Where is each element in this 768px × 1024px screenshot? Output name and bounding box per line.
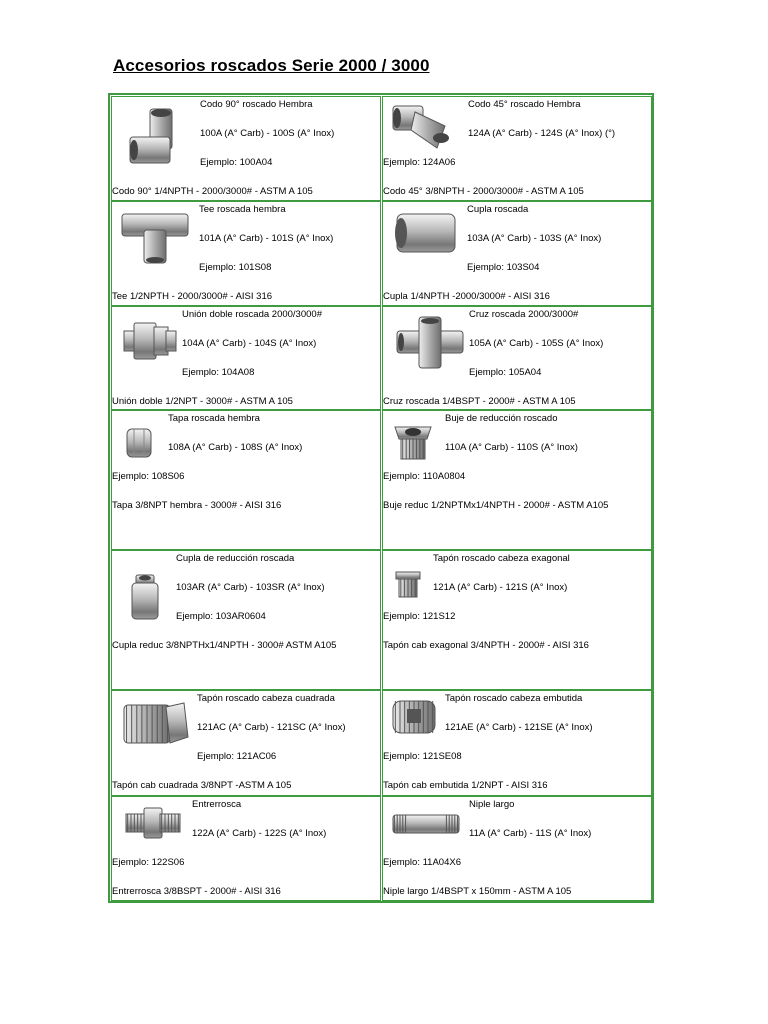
fitting-codes: 110A (A° Carb) - 110S (A° Inox) <box>445 442 578 453</box>
fitting-name: Tee roscada hembra <box>199 204 286 215</box>
fitting-codes: 121AC (A° Carb) - 121SC (A° Inox) <box>197 722 346 733</box>
fitting-name: Tapón roscado cabeza embutida <box>445 693 583 704</box>
fitting-codes: 121A (A° Carb) - 121S (A° Inox) <box>433 582 568 593</box>
fitting-example: Ejemplo: 105A04 <box>469 367 542 378</box>
fitting-codes: 104A (A° Carb) - 104S (A° Inox) <box>182 338 317 349</box>
fitting-description: Tee 1/2NPTH - 2000/3000# - AISI 316 <box>112 291 273 302</box>
fitting-name: Buje de reducción roscado <box>445 413 558 424</box>
fitting-description: Cruz roscada 1/4BSPT - 2000# - ASTM A 105 <box>383 396 576 407</box>
fitting-cell <box>382 550 652 690</box>
fitting-example: Ejemplo: 122S06 <box>112 857 185 868</box>
bushing-fitting-icon <box>391 423 435 463</box>
fitting-description: Tapón cab cuadrada 3/8NPT -ASTM A 105 <box>112 780 292 791</box>
fitting-example: Ejemplo: 124A06 <box>383 157 456 168</box>
fitting-name: Tapón roscado cabeza cuadrada <box>197 693 335 704</box>
fitting-description: Tapa 3/8NPT hembra - 3000# - AISI 316 <box>112 500 282 511</box>
fitting-cell <box>382 306 652 410</box>
fitting-cell <box>111 96 381 201</box>
union-fitting-icon <box>122 317 178 365</box>
fitting-cell <box>111 796 381 901</box>
coupling-fitting-icon <box>391 210 461 256</box>
fitting-description: Cupla reduc 3/8NPTHx1/4NPTH - 3000# ASTM A105 <box>112 640 337 651</box>
fittings-table <box>108 93 654 903</box>
fitting-cell <box>111 690 381 796</box>
fitting-cell <box>111 410 381 550</box>
fitting-cell <box>382 410 652 550</box>
fitting-example: Ejemplo: 121AC06 <box>197 751 277 762</box>
fitting-name: Cupla roscada <box>467 204 529 215</box>
fitting-example: Ejemplo: 101S08 <box>199 262 272 273</box>
fitting-cell <box>382 796 652 901</box>
page-title: Accesorios roscados Serie 2000 / 3000 <box>113 56 430 75</box>
fitting-example: Ejemplo: 108S06 <box>112 471 185 482</box>
fitting-example: Ejemplo: 11A04X6 <box>383 857 461 868</box>
fitting-cell <box>111 201 381 306</box>
cap-fitting-icon <box>124 425 154 461</box>
fitting-name: Codo 90° roscado Hembra <box>200 99 313 110</box>
fitting-example: Ejemplo: 103S04 <box>467 262 540 273</box>
fitting-example: Ejemplo: 121S12 <box>383 611 456 622</box>
elbow-90-fitting-icon <box>128 107 188 167</box>
fitting-codes: 105A (A° Carb) - 105S (A° Inox) <box>469 338 604 349</box>
fitting-example: Ejemplo: 104A08 <box>182 367 255 378</box>
hex-nipple-icon <box>124 805 182 841</box>
cross-fitting-icon <box>395 315 465 370</box>
fitting-name: Entrerrosca <box>192 799 242 810</box>
fitting-example: Ejemplo: 121SE08 <box>383 751 462 762</box>
fitting-example: Ejemplo: 103AR0604 <box>176 611 266 622</box>
fitting-description: Codo 45° 3/8NPTH - 2000/3000# - ASTM A 105 <box>383 186 584 197</box>
fitting-codes: 103A (A° Carb) - 103S (A° Inox) <box>467 233 602 244</box>
square-plug-icon <box>122 699 190 749</box>
fitting-codes: 101A (A° Carb) - 101S (A° Inox) <box>199 233 334 244</box>
fitting-codes: 108A (A° Carb) - 108S (A° Inox) <box>168 442 303 453</box>
fitting-description: Tapón cab embutida 1/2NPT - AISI 316 <box>383 780 548 791</box>
fitting-codes: 121AE (A° Carb) - 121SE (A° Inox) <box>445 722 593 733</box>
fitting-description: Tapón cab exagonal 3/4NPTH - 2000# - AISI 316 <box>383 640 589 651</box>
fitting-description: Buje reduc 1/2NPTMx1/4NPTH - 2000# - ASTM A105 <box>383 500 609 511</box>
fitting-cell <box>382 201 652 306</box>
fitting-description: Cupla 1/4NPTH -2000/3000# - AISI 316 <box>383 291 550 302</box>
flush-plug-icon <box>389 697 439 737</box>
fitting-codes: 122A (A° Carb) - 122S (A° Inox) <box>192 828 327 839</box>
fitting-name: Cupla de reducción roscada <box>176 553 295 564</box>
elbow-45-fitting-icon <box>389 102 459 152</box>
fitting-example: Ejemplo: 100A04 <box>200 157 273 168</box>
fitting-codes: 11A (A° Carb) - 11S (A° Inox) <box>469 828 592 839</box>
fitting-codes: 103AR (A° Carb) - 103SR (A° Inox) <box>176 582 325 593</box>
fitting-cell <box>111 550 381 690</box>
tee-fitting-icon <box>120 210 190 265</box>
reducing-coupling-icon <box>130 573 160 621</box>
fitting-cell <box>111 306 381 410</box>
fitting-description: Unión doble 1/2NPT - 3000# - ASTM A 105 <box>112 396 293 407</box>
fitting-codes: 124A (A° Carb) - 124S (A° Inox) (°) <box>468 128 616 139</box>
fitting-cell <box>382 690 652 796</box>
fitting-name: Niple largo <box>469 799 515 810</box>
fitting-name: Tapa roscada hembra <box>168 413 260 424</box>
fitting-description: Entrerrosca 3/8BSPT - 2000# - AISI 316 <box>112 886 281 897</box>
fitting-cell <box>382 96 652 201</box>
long-nipple-icon <box>391 811 461 837</box>
fitting-name: Codo 45° roscado Hembra <box>468 99 581 110</box>
fitting-name: Cruz roscada 2000/3000# <box>469 309 579 320</box>
fitting-description: Codo 90° 1/4NPTH - 2000/3000# - ASTM A 105 <box>112 186 313 197</box>
fitting-name: Unión doble roscada 2000/3000# <box>182 309 322 320</box>
fitting-codes: 100A (A° Carb) - 100S (A° Inox) <box>200 128 335 139</box>
fitting-example: Ejemplo: 110A0804 <box>383 471 466 482</box>
fitting-name: Tapón roscado cabeza exagonal <box>433 553 570 564</box>
fitting-description: Niple largo 1/4BSPT x 150mm - ASTM A 105 <box>383 886 572 897</box>
hex-plug-icon <box>393 569 423 599</box>
